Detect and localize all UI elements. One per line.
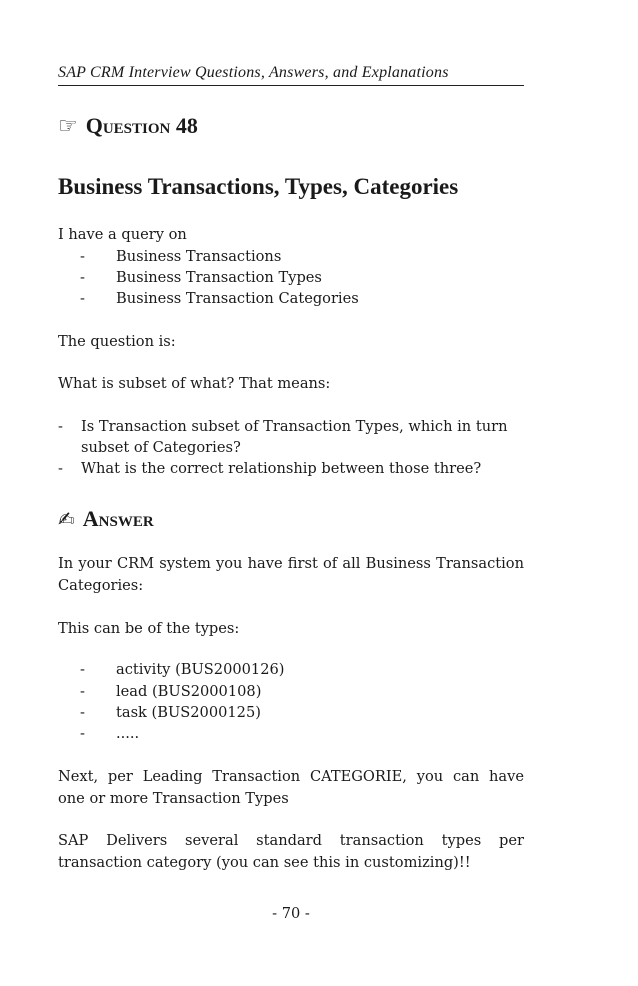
topic-dash: - (80, 290, 85, 307)
topic-item: Business Transaction Categories (116, 290, 359, 307)
topic-item: Business Transactions (116, 248, 282, 265)
point-item-line: subset of Categories? (81, 439, 241, 456)
point-dash: - (58, 418, 63, 435)
topic-dash: - (80, 248, 85, 265)
type-dash: - (80, 683, 85, 700)
type-item: task (BUS2000125) (116, 704, 261, 721)
paragraph-line: Categories: (58, 576, 144, 594)
question-title: Business Transactions, Types, Categories (58, 174, 459, 199)
paragraph-line: Next, per Leading Transaction CATEGORIE, you can have (58, 768, 524, 785)
question-intro: I have a query on (58, 226, 187, 243)
running-header: SAP CRM Interview Questions, Answers, and Explanations (58, 64, 524, 86)
question-label: Question 48 (85, 113, 198, 138)
point-item-line: Is Transaction subset of Transaction Types, which in turn (81, 418, 508, 435)
question-heading (58, 113, 198, 139)
question-is-text: The question is: (58, 333, 176, 350)
type-dash: - (80, 725, 85, 742)
answer-label: Answer (82, 506, 154, 531)
type-dash: - (80, 661, 85, 678)
type-item: activity (BUS2000126) (116, 661, 285, 678)
types-intro: This can be of the types: (58, 620, 240, 637)
type-dash: - (80, 704, 85, 721)
paragraph-line: In your CRM system you have first of all Business Transaction (58, 555, 524, 572)
page-number: - 70 - (272, 905, 310, 922)
answer-heading (58, 506, 154, 532)
type-item: ..... (116, 725, 140, 742)
paragraph-line: transaction category (you can see this in customizing)!! (58, 853, 471, 871)
answer-paragraph (58, 553, 524, 596)
paragraph-line: SAP Delivers several standard transaction types per (58, 832, 524, 849)
topic-dash: - (80, 269, 85, 286)
subset-question-text: What is subset of what? That means: (58, 375, 331, 392)
writing-hand-icon: ✍ (58, 507, 75, 531)
type-item: lead (BUS2000108) (116, 683, 262, 700)
pointing-hand-icon: ☞ (58, 114, 78, 139)
answer-paragraph (58, 766, 524, 809)
answer-paragraph (58, 830, 524, 873)
point-item-line: What is the correct relationship between those three? (81, 460, 482, 477)
topic-item: Business Transaction Types (116, 269, 322, 286)
point-dash: - (58, 460, 63, 477)
paragraph-line: one or more Transaction Types (58, 789, 289, 807)
